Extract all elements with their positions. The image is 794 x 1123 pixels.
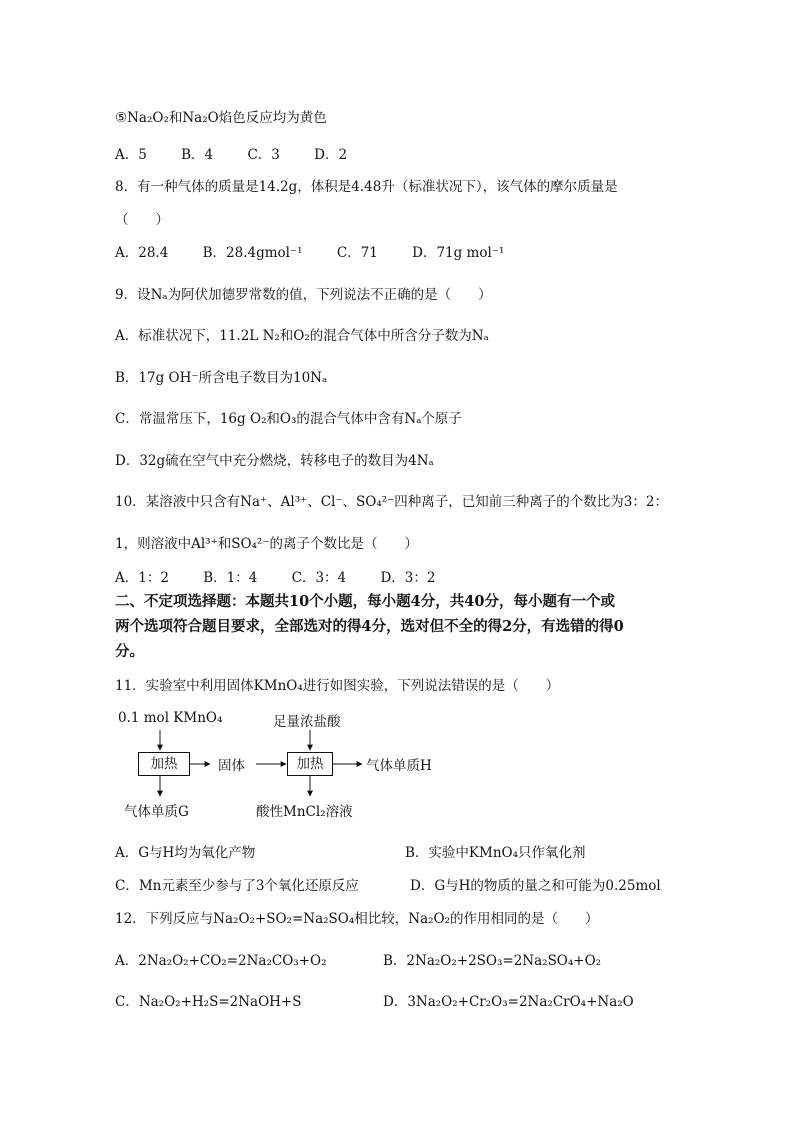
q7-option-a: A．5 — [115, 147, 147, 163]
q8-option-a: A．28.4 — [115, 245, 169, 261]
q12-option-d: D．3Na₂O₂+Cr₂O₃=2Na₂CrO₄+Na₂O — [383, 994, 634, 1010]
diagram-solid: 固体 — [218, 758, 245, 774]
q8-option-c: C．71 — [336, 245, 378, 261]
q10-option-a: A．1：2 — [115, 570, 169, 586]
diagram-solution: 酸性MnCl₂溶液 — [256, 804, 353, 820]
q12-option-a: A．2Na₂O₂+CO₂=2Na₂CO₃+O₂ — [115, 953, 327, 969]
q9-stem: 9．设Nₐ为阿伏加德罗常数的值，下列说法不正确的是（ ） — [115, 287, 492, 303]
diagram-gas-h: 气体单质H — [366, 758, 432, 774]
diagram-gas-g: 气体单质G — [124, 804, 189, 820]
q11-option-d: D．G与H的物质的量之和可能为0.25mol — [410, 878, 661, 894]
q7-options — [115, 143, 347, 163]
q11-option-c: C．Mn元素至少参与了3个氧化还原反应 — [115, 878, 359, 894]
q9-option-a: A．标准状况下，11.2L N₂和O₂的混合气体中所含分子数为Nₐ — [115, 328, 489, 344]
q12-option-b: B．2Na₂O₂+2SO₃=2Na₂SO₄+O₂ — [383, 953, 602, 969]
section2-line3: 分。 — [115, 643, 144, 660]
q11-option-b: B．实验中KMnO₄只作氧化剂 — [405, 845, 586, 861]
q10-options — [115, 566, 435, 586]
q11-stem: 11．实验室中利用固体KMnO₄进行如图实验，下列说法错误的是（ ） — [115, 678, 560, 694]
q7-option-d: D．2 — [314, 147, 348, 163]
q10-stem-line2: 1，则溶液中Al³⁺和SO₄²⁻的离子个数比是（ ） — [115, 536, 418, 552]
diagram-heat2-box: 加热 — [287, 752, 333, 776]
q8-stem-line2: （ ） — [115, 212, 169, 228]
section2-line1: 二、不定项选择题：本题共10个小题，每小题4分，共40分，每小题有一个或 — [115, 593, 615, 610]
q7-option-c: C．3 — [247, 147, 280, 163]
q11-option-a: A．G与H均为氧化产物 — [115, 845, 256, 861]
q11-flow-diagram — [110, 710, 470, 825]
q7-item5: ⑤Na₂O₂和Na₂O焰色反应均为黄色 — [115, 110, 327, 126]
q9-option-b: B．17g OH⁻所含电子数目为10Nₐ — [115, 370, 328, 386]
q7-option-b: B．4 — [181, 147, 214, 163]
q10-option-d: D．3：2 — [380, 570, 436, 586]
q8-options — [115, 241, 504, 261]
q12-option-c: C．Na₂O₂+H₂S=2NaOH+S — [115, 994, 302, 1010]
q9-option-c: C．常温常压下，16g O₂和O₃的混合气体中含有Nₐ个原子 — [115, 411, 462, 427]
q10-option-b: B．1：4 — [203, 570, 258, 586]
q10-option-c: C．3：4 — [291, 570, 347, 586]
section2-line2: 两个选项符合题目要求，全部选对的得4分，选对但不全的得2分，有选错的得0 — [115, 618, 624, 635]
q8-option-d: D．71g mol⁻¹ — [412, 245, 505, 261]
diagram-acid: 足量浓盐酸 — [273, 714, 341, 730]
q8-stem-line1: 8．有一种气体的质量是14.2g，体积是4.48升（标准状况下），该气体的摩尔质量是 — [115, 179, 618, 195]
q10-stem-line1: 10．某溶液中只含有Na⁺、Al³⁺、Cl⁻、SO₄²⁻四种离子，已知前三种离子的个数比为3：2： — [115, 494, 668, 510]
q8-option-b: B．28.4gmol⁻¹ — [202, 245, 303, 261]
q12-stem: 12．下列反应与Na₂O₂+SO₂=Na₂SO₄相比较，Na₂O₂的作用相同的是（ ） — [115, 911, 599, 927]
diagram-reactant: 0.1 mol KMnO₄ — [118, 710, 223, 726]
diagram-heat1-box: 加热 — [138, 752, 190, 776]
q9-option-d: D．32g硫在空气中充分燃烧，转移电子的数目为4Nₐ — [115, 453, 434, 469]
